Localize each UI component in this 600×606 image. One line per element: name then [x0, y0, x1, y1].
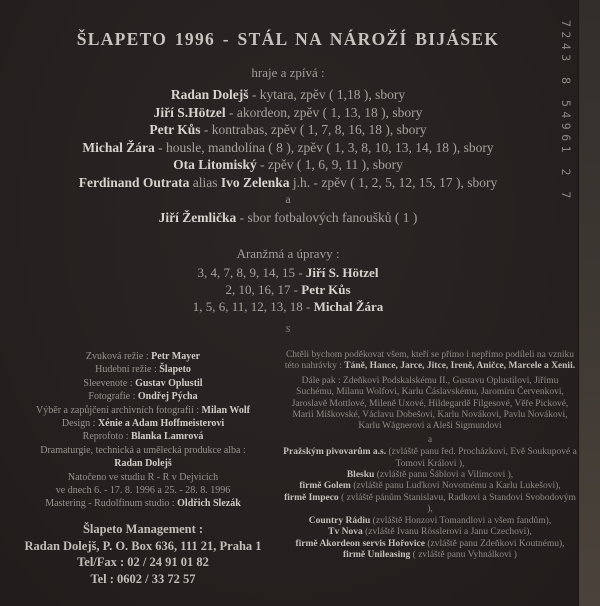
arrangements-list — [14, 264, 562, 315]
thanks-entry-name: firmě Impeco — [284, 492, 339, 503]
credit-name: Gustav Oplustil — [135, 377, 203, 389]
studio-dates: ve dnech 6. - 17. 8. 1996 a 25. - 28. 8. 1996 — [55, 485, 231, 497]
performer-name: Jiří Žemlička — [158, 209, 237, 225]
thanks-entry — [282, 447, 578, 470]
performer-role: - housle, mandolína ( 8 ), zpěv ( 1, 3, 8, 10, 13, 14, 18 ), sbory — [154, 139, 494, 155]
thanks-entry — [282, 481, 578, 492]
performer-role: - kontrabas, zpěv ( 1, 7, 8, 16, 18 ), sbory — [200, 122, 427, 137]
and-connector: a — [285, 192, 291, 206]
arrangements-heading: Aranžmá a úpravy : — [236, 246, 340, 261]
thanks-entry-detail: ( zvláště pánům Stanislavu, Radkovi a Standovi Svobodovým ), — [338, 492, 576, 515]
performer-alias-name: Ivo Zelenka — [220, 174, 290, 190]
performer-name: Michal Žára — [82, 139, 155, 155]
credit-label: Výběr a zapůjčení archivních fotografií : — [36, 404, 202, 416]
thanks-entry-name: firmě Golem — [299, 481, 351, 492]
arranger-name: Jiří S. Hötzel — [305, 265, 379, 280]
thanks-entry — [282, 516, 578, 527]
thanks-entry — [282, 493, 578, 516]
catalog-number: 7243 8 54961 2 7 — [559, 20, 573, 203]
thanks-entry — [282, 527, 578, 538]
performer-name: Jiří S.Hötzel — [153, 104, 226, 120]
thanks-entry-name: Country Rádiu — [308, 515, 371, 526]
thanks-entry-detail: (zvláště panu Šáblovi a Vilímcovi ), — [374, 470, 514, 481]
credits-list — [12, 350, 274, 511]
thanks-entry — [282, 539, 578, 550]
thanks-entry-name: firmě Unileasing — [343, 549, 411, 560]
performer-role: - zpěv ( 1, 6, 9, 11 ), sbory — [256, 157, 403, 172]
performer-name: Petr Kůs — [149, 122, 201, 137]
production-name — [12, 457, 274, 470]
mastering-line — [12, 497, 274, 510]
arrangement-line — [14, 298, 562, 315]
thanks-entry-detail: (zvláště panu Luďkovi Novotnému a Karlu Lukešovi), — [350, 481, 561, 492]
performer-name: Ferdinand Outrata — [78, 174, 190, 190]
performer-role: - kytara, zpěv ( 1,18 ), sbory — [248, 87, 406, 102]
credit-label: Zvuková režie : — [85, 351, 152, 362]
production-label: Dramaturgie, technická a umělecká produkce alba : — [40, 444, 246, 456]
credit-name: Ondřej Pýcha — [137, 391, 198, 403]
credit-name: Blanka Lamrová — [130, 431, 204, 443]
thanks-entry — [282, 550, 578, 561]
performer-line — [14, 104, 562, 122]
thanks-entry — [282, 470, 578, 481]
thanks-entry-detail: (zvláště panu Zdeňkovi Koutnému), — [424, 538, 565, 549]
performer-line-guest — [14, 174, 562, 192]
performer-role: - akordeon, zpěv ( 1, 13, 18 ), sbory — [225, 104, 423, 120]
performer-line — [14, 139, 562, 157]
arrangement-line — [14, 281, 562, 298]
thanks-intro — [282, 350, 578, 373]
arrangement-line — [14, 264, 562, 281]
management-telfax: Tel/Fax : 02 / 24 91 01 82 — [77, 555, 209, 570]
thanks-entry-detail: (zvláště Ivanu Rösslerovi a Janu Czechovi), — [362, 527, 532, 538]
arranger-name: Petr Kůs — [301, 282, 351, 297]
credit-name: Šlapeto — [159, 364, 191, 376]
thanks-further: Dále pak : Zdeňkovi Podskalskému II., Gustavu Oplustilovi, Jiřímu Suchému, Milanu Wolfovi, Karlu Čáslavskému, Jaromíru Červenkovi, Jaroslavě Mottlové, Mileně Uxové, Hildegardě Filgesové, Věře Pickové, Marii Miškovské, Václavu Dobešovi, Karlu Novákovi, Pavlu Novákovi, Karlu Wágnerovi a Aleši Sigmundovi — [291, 375, 569, 432]
management-heading: Šlapeto Management : — [82, 521, 204, 536]
thanks-entry-name: firmě Akordeon servis Hořovice — [295, 538, 425, 549]
performer-line — [14, 156, 562, 174]
arrangement-tracks: 1, 5, 6, 11, 12, 13, 18 - — [192, 299, 314, 314]
cover-content — [14, 0, 562, 336]
credit-line — [12, 377, 274, 390]
credit-name: Xénie a Adam Hoffmeisterovi — [97, 418, 225, 430]
performer-line — [14, 121, 562, 139]
credit-name: Petr Mayer — [151, 351, 201, 362]
thanks-entry-detail: (zvláště panu řed. Procházkovi, Evě Soukupové a Tomovi Královi ), — [386, 447, 577, 469]
credit-line — [12, 350, 274, 363]
performer-name: Ota Litomiský — [173, 157, 257, 172]
credit-line — [12, 430, 274, 443]
credit-line — [12, 417, 274, 430]
alias-text: alias — [189, 174, 221, 190]
credit-label: Sleevenote : — [83, 377, 136, 389]
credit-name: Milan Wolf — [201, 404, 250, 416]
performers-heading: hraje a zpívá : — [251, 65, 325, 80]
studio-line: Natočeno ve studiu R - R v Dejvicích — [67, 471, 219, 483]
performers-list — [14, 86, 562, 226]
performer-role: j.h. - zpěv ( 1, 2, 5, 12, 15, 17 ), sbory — [289, 174, 498, 190]
management-block — [12, 521, 274, 588]
performer-name: Radan Dolejš — [170, 87, 249, 102]
thanks-entry-name: Pražským pivovarům a.s. — [283, 447, 387, 458]
credit-label: Fotografie : — [88, 391, 138, 403]
arrangement-tracks: 2, 10, 16, 17 - — [225, 282, 302, 297]
credit-name: Radan Dolejš — [114, 458, 172, 470]
thanks-entry-detail: (zvláště Honzovi Tomandlovi a všem fandům), — [370, 515, 552, 526]
credit-name: Oldřich Slezák — [177, 498, 241, 510]
album-title: ŠLAPETO 1996 - STÁL NA NÁROŽÍ BIJÁSEK — [76, 29, 500, 49]
arranger-name: Michal Žára — [313, 299, 384, 314]
ornament-glyph: s — [285, 320, 291, 335]
lower-columns — [12, 350, 578, 588]
credit-line — [12, 404, 274, 417]
thanks-entry-name: Tv Nova — [328, 527, 363, 538]
and-connector: a — [427, 434, 433, 445]
thanks-column — [282, 350, 578, 588]
thanks-intro-names: Táně, Hance, Jarce, Jitce, Ireně, Aničce, Marcele a Xenii. — [344, 361, 576, 372]
performer-role: - sbor fotbalových fanoušků ( 1 ) — [236, 209, 418, 225]
credit-label: Mastering - Rudolfinum studio : — [45, 498, 178, 510]
credit-line — [12, 363, 274, 376]
thanks-intro-text: Chtěli bychom poděkovat všem, kteří se přímo i nepřímo podíleli na vzniku této nahrávky : — [284, 350, 575, 372]
credit-label: Design : — [61, 418, 98, 430]
thanks-entry-name: Blesku — [346, 470, 375, 481]
credits-column — [12, 350, 274, 588]
management-address: Radan Dolejš, P. O. Box 636, 111 21, Praha 1 — [24, 538, 262, 553]
arrangement-tracks: 3, 4, 7, 8, 9, 14, 15 - — [197, 265, 306, 280]
credit-label: Hudební režie : — [95, 364, 160, 376]
scan-edge-strip — [578, 0, 600, 606]
management-tel: Tel : 0602 / 33 72 57 — [90, 572, 196, 587]
performer-line-choir — [14, 209, 562, 227]
credit-line — [12, 390, 274, 403]
thanks-entry-detail: ( zvláště panu Vyhnálkovi ) — [410, 549, 517, 560]
credit-label: Reprofoto : — [82, 431, 131, 443]
performer-line — [14, 86, 562, 104]
